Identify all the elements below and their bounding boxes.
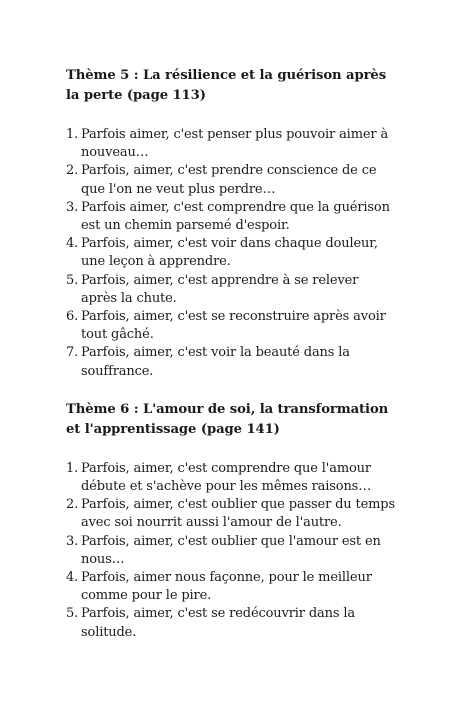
item-number: 5. <box>66 606 79 622</box>
item-number: 6. <box>66 309 79 325</box>
item-number: 1. <box>66 127 79 142</box>
item-number: 4. <box>66 570 79 586</box>
item-text: Parfois, aimer, c'est comprendre que l'amour débute et s'achève pour les mêmes raisons… <box>81 460 372 495</box>
item-text: Parfois, aimer, c'est oublier que l'amour est en nous… <box>81 533 381 567</box>
item-text: Parfois, aimer, c'est voir la beauté dans la souffrance. <box>81 345 350 379</box>
list-item <box>66 235 396 271</box>
item-number: 7. <box>66 345 79 361</box>
list-item <box>66 272 396 308</box>
item-text: Parfois, aimer nous façonne, pour le meilleur comme pour le pire. <box>81 570 372 604</box>
item-text: Parfois, aimer, c'est prendre conscience de ce que l'on ne veut plus perdre… <box>81 163 377 197</box>
item-number: 3. <box>66 533 79 549</box>
document-page <box>66 66 396 642</box>
item-text: Parfois, aimer, c'est se redécouvrir dans la solitude. <box>81 606 355 640</box>
list-item <box>66 605 396 641</box>
item-number: 2. <box>66 163 79 179</box>
list-item <box>66 344 396 380</box>
item-text: Parfois, aimer, c'est apprendre à se relever après la chute. <box>81 272 359 306</box>
item-text: Parfois, aimer, c'est se reconstruire après avoir tout gâché. <box>81 309 386 343</box>
item-number: 1. <box>66 460 79 476</box>
list-item <box>66 569 396 605</box>
theme-5-list <box>66 126 396 381</box>
list-item <box>66 460 396 496</box>
section-title-theme-6: Thème 6 : L'amour de soi, la transformation et l'apprentissage (page 141) <box>66 401 389 437</box>
item-number: 2. <box>66 497 79 513</box>
theme-6-list <box>66 460 396 642</box>
item-text: Parfois aimer, c'est comprendre que la guérison est un chemin parsemé d'espoir. <box>81 199 390 234</box>
item-number: 4. <box>66 236 79 252</box>
list-item <box>66 199 396 235</box>
item-text: Parfois aimer, c'est penser plus pouvoir aimer à nouveau… <box>81 127 389 161</box>
item-number: 3. <box>66 199 79 215</box>
item-text: Parfois, aimer, c'est oublier que passer du temps avec soi nourrit aussi l'amour de l'autre. <box>81 497 395 531</box>
section-title-theme-5: Thème 5 : La résilience et la guérison après la perte (page 113) <box>66 68 387 103</box>
list-item <box>66 308 396 344</box>
list-item <box>66 162 396 198</box>
item-text: Parfois, aimer, c'est voir dans chaque douleur, une leçon à apprendre. <box>81 236 378 270</box>
list-item <box>66 126 396 162</box>
list-item <box>66 496 396 532</box>
item-number: 5. <box>66 272 79 288</box>
list-item <box>66 533 396 569</box>
